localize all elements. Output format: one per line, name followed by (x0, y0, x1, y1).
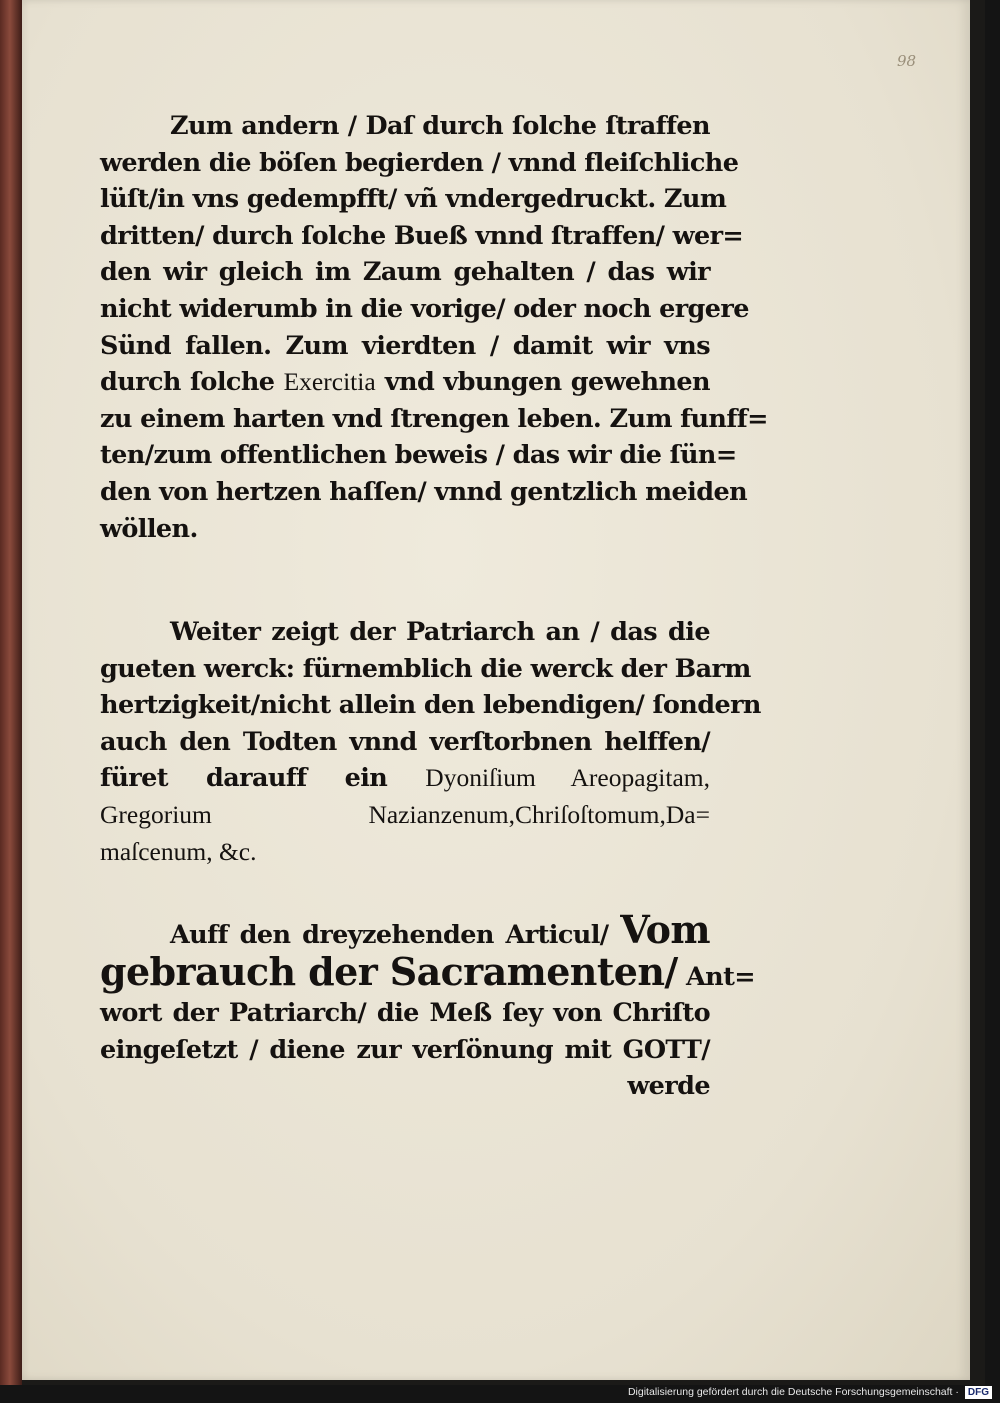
text-line (100, 364, 710, 401)
text-line: nicht widerumb in die vorige/ oder noch ergere (100, 293, 749, 324)
text-line: ten/zum offentlichen beweis / das wir die ſün= (100, 440, 737, 471)
text-line (100, 760, 710, 797)
text-line (100, 907, 710, 954)
text-line: wort der Patriarch/ die Meß ſey von Chriſto (100, 998, 710, 1029)
text-segment: füret darauff ein (100, 763, 388, 794)
text-line: hertzigkeit/nicht allein den lebendigen/ ſondern (100, 690, 761, 721)
text-line: werden die böſen begierden / vnnd fleiſchliche (100, 147, 739, 178)
heading-segment: Vom (620, 907, 710, 952)
catchword: werde (627, 1071, 710, 1102)
text-line: Gregorium Nazianzenum,Chriſoſtomum,Da= (100, 799, 710, 829)
text-line (100, 948, 756, 996)
text-line: Sünd fallen. Zum vierdten / damit wir vns (100, 330, 710, 361)
digitization-credit (628, 1384, 992, 1400)
text-segment: Auff den dreyzehenden Articul/ (170, 920, 609, 950)
text-line: den wir gleich im Zaum gehalten / das wir (100, 257, 710, 288)
text-segment: durch ſolche (100, 367, 275, 398)
text-line: lüſt/in vns gedempfft/ vñ vndergedruckt. Zum (100, 184, 727, 215)
dfg-logo: DFG (965, 1386, 992, 1399)
credit-text: Digitalisierung gefördert durch die Deutsche Forschungsgemeinschaft · (627, 1386, 959, 1398)
text-line: Zum andern / Daſ durch ſolche ſtraffen (170, 111, 710, 141)
text-line: Weiter zeigt der Patriarch an / das die (170, 617, 710, 647)
text-line: zu einem harten vnd ſtrengen leben. Zum funff= (100, 403, 768, 434)
page-edge (0, 0, 22, 1385)
text-segment: vnd vbungen gewehnen (384, 367, 710, 398)
text-line: auch den Todten vnnd verſtorbnen helffen/ (100, 726, 710, 757)
text-line: maſcenum, &c. (100, 836, 257, 866)
heading-segment: gebrauch der Sacramenten/ (100, 948, 678, 994)
paragraph-1 (100, 108, 768, 547)
text-line: eingeſetzt / diene zur verſönung mit GOTT/ (100, 1034, 710, 1065)
text-line: den von hertzen haſſen/ vnnd gentzlich meiden (100, 476, 748, 507)
text-line: gueten werck: fürnemblich die werck der Barm (100, 653, 751, 684)
paragraph-2 (100, 614, 761, 870)
document-page (22, 0, 970, 1380)
folio-number: 98 (897, 52, 917, 70)
text-line: wöllen. (100, 513, 198, 544)
latin-term: Exercitia (283, 367, 376, 397)
paragraph-3 (100, 907, 756, 1105)
text-line: dritten/ durch ſolche Bueß vnnd ſtraffen/ wer= (100, 220, 744, 251)
latin-term: Dyoniſium Areopagitam, (425, 763, 710, 793)
text-segment: Ant= (685, 961, 756, 992)
